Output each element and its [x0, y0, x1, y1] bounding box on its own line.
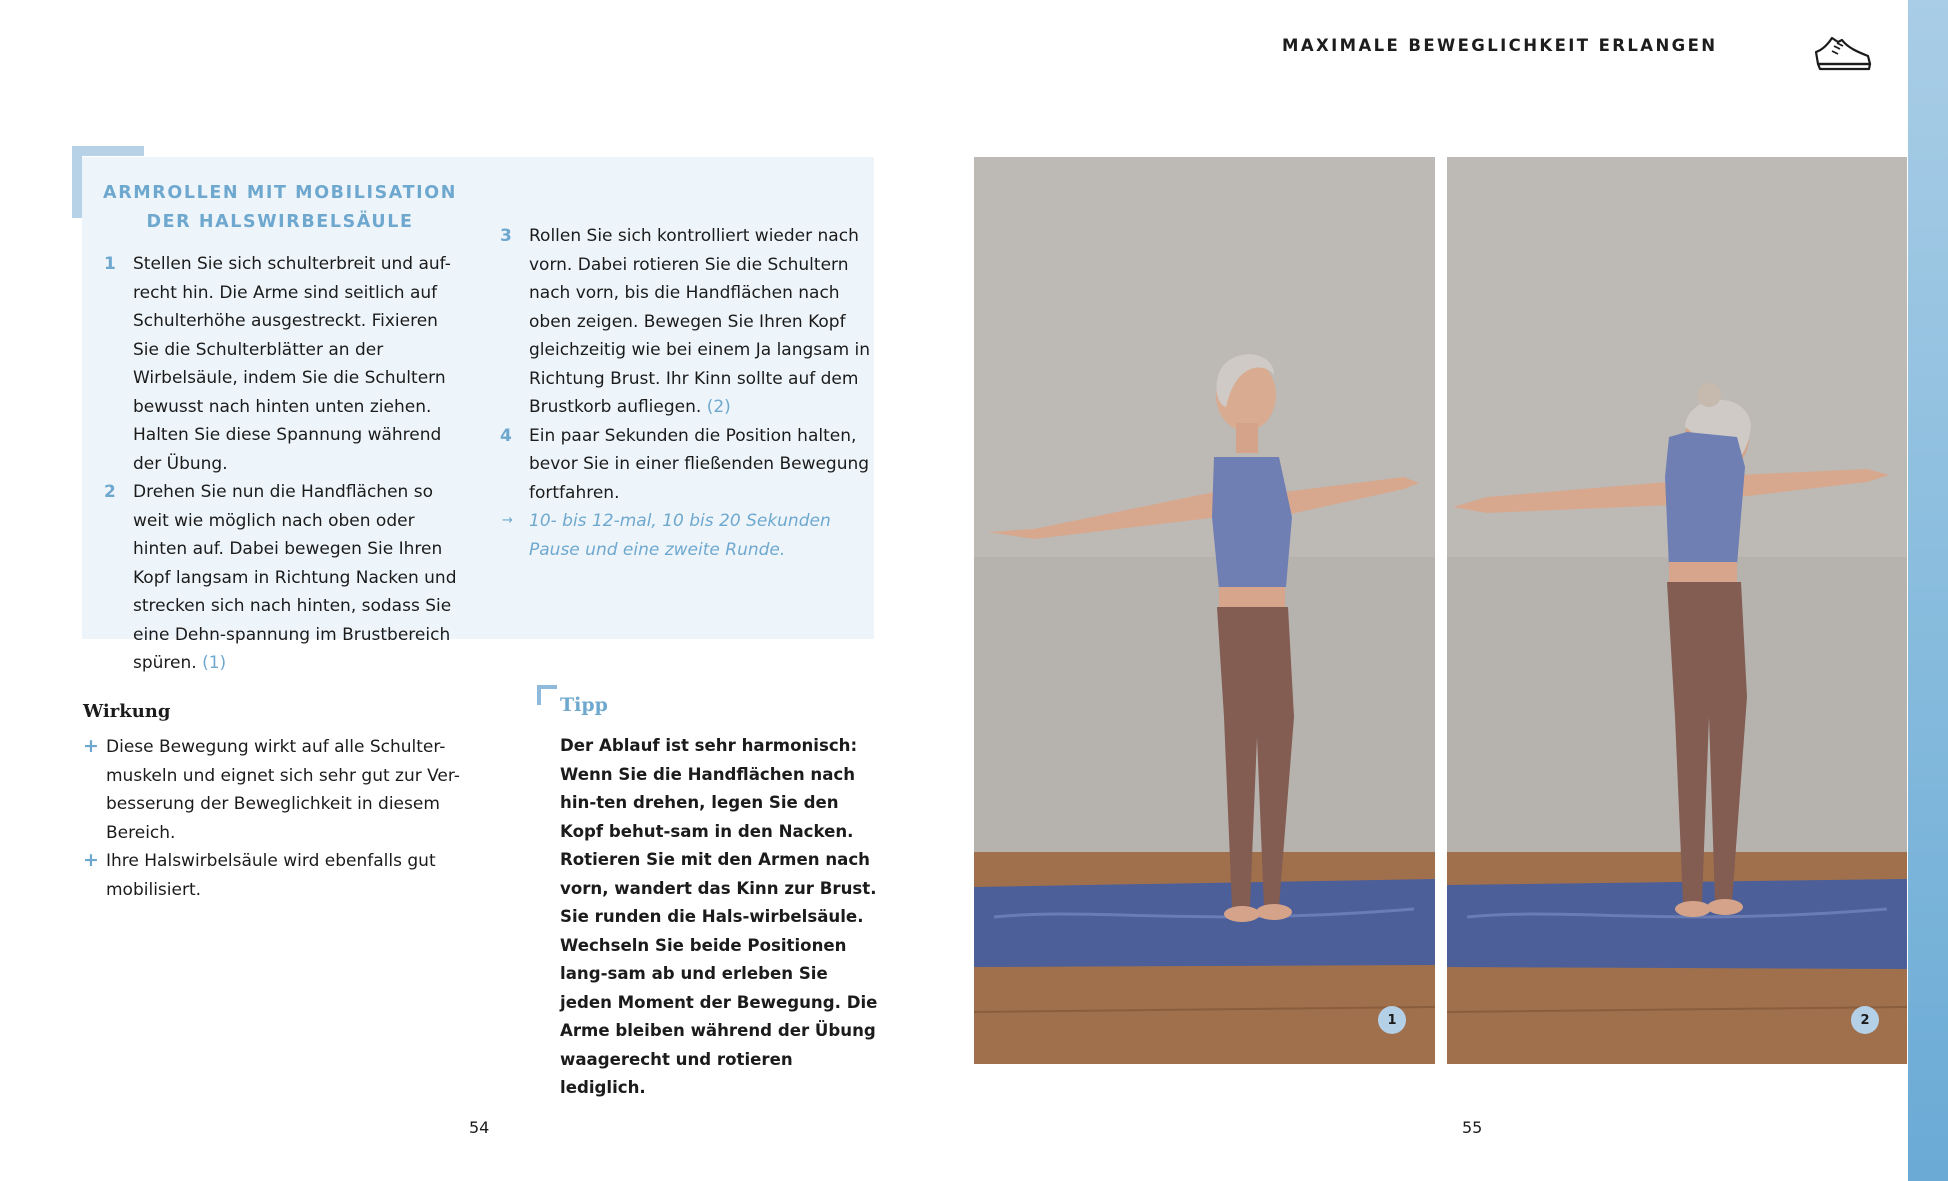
chapter-title: MAXIMALE BEWEGLICHKEIT ERLANGEN [1282, 36, 1718, 55]
tip-corner-accent [537, 685, 557, 705]
page-number-left: 54 [469, 1118, 490, 1137]
steps-column-1 [104, 250, 466, 678]
step-text: Rollen Sie sich kontrolliert wieder nach vorn. Dabei rotieren Sie die Schultern nach vorn, bis die Handflächen nach oben zeigen. Bewegen Sie Ihren Kopf gleichzeitig wie bei einem Ja langsam in Richtung Brust. Ihr Kinn sollte auf dem Brustkorb aufliegen. [529, 226, 871, 417]
tip-title: Tipp [560, 694, 608, 716]
page-number-right: 55 [1462, 1118, 1483, 1137]
step-1 [104, 250, 466, 478]
list-item: + Ihre Halswirbelsäule wird ebenfalls gut mobilisiert. [83, 847, 463, 904]
step-4 [500, 422, 872, 508]
step-number: 4 [500, 425, 512, 446]
photo-badge-2: 2 [1851, 1006, 1879, 1034]
repetition-note: → 10- bis 12-mal, 10 bis 20 Sekunden Pause und eine zweite Runde. [500, 507, 872, 564]
photo-reference: (1) [202, 653, 227, 673]
step-number: 2 [104, 482, 116, 502]
step-text: Stellen Sie sich schulterbreit und auf-recht hin. Die Arme sind seitlich auf Schulterhöhe ausgestreckt. Fixieren Sie die Schulterblätter an der Wirbelsäule, indem Sie die Schultern bewusst nach hinten unten ziehen. Halten Sie diese Spannung während der Übung. [133, 254, 451, 474]
woman-head-back-illustration [974, 157, 1435, 1064]
effect-list [83, 733, 463, 904]
steps-column-2 [500, 222, 872, 564]
exercise-photo-1 [974, 157, 1435, 1064]
step-3 [500, 222, 872, 422]
woman-head-down-illustration [1447, 157, 1907, 1064]
tip-paragraph-2: Wechseln Sie beide Positionen lang-sam ab und erleben Sie jeden Moment der Bewegung. Die Arme bleiben während der Übung waagerecht und rotieren lediglich. [560, 935, 878, 1097]
sneaker-icon [1812, 30, 1872, 76]
exercise-photo-2 [1447, 157, 1907, 1064]
tip-text [560, 732, 880, 1103]
photo-badge-1: 1 [1378, 1006, 1406, 1034]
effect-title: Wirkung [83, 701, 171, 722]
plus-icon: + [83, 735, 99, 757]
exercise-title: ARMROLLEN MIT MOBILISATION DER HALSWIRBELSÄULE [103, 183, 457, 232]
step-number: 1 [104, 254, 116, 274]
list-item: + Diese Bewegung wirkt auf alle Schulter-muskeln und eignet sich sehr gut zur Ver-besserung der Beweglichkeit in diesem Bereich. [83, 733, 463, 847]
plus-icon: + [83, 849, 99, 871]
step-text: Drehen Sie nun die Handflächen so weit wie möglich nach oben oder hinten auf. Dabei bewegen Sie Ihren Kopf langsam in Richtung Nacken und strecken sich nach hinten, sodass Sie eine Dehn-spannung im Brustbereich spüren. [133, 482, 457, 673]
photo-reference: (2) [706, 397, 731, 417]
arrow-right-icon: → [502, 513, 513, 528]
step-text: Ein paar Sekunden die Position halten, bevor Sie in einer fließenden Bewegung fortfahren. [529, 425, 870, 503]
step-2 [104, 478, 466, 678]
tip-paragraph-1: Der Ablauf ist sehr harmonisch: Wenn Sie die Handflächen nach hin-ten drehen, legen Sie den Kopf behut-sam in den Nacken. Rotieren Sie mit den Armen nach vorn, wandert das Kinn zur Brust. Sie runden die Hals-wirbelsäule. [560, 736, 877, 926]
step-number: 3 [500, 226, 512, 246]
page-edge-bar [1908, 0, 1948, 1181]
